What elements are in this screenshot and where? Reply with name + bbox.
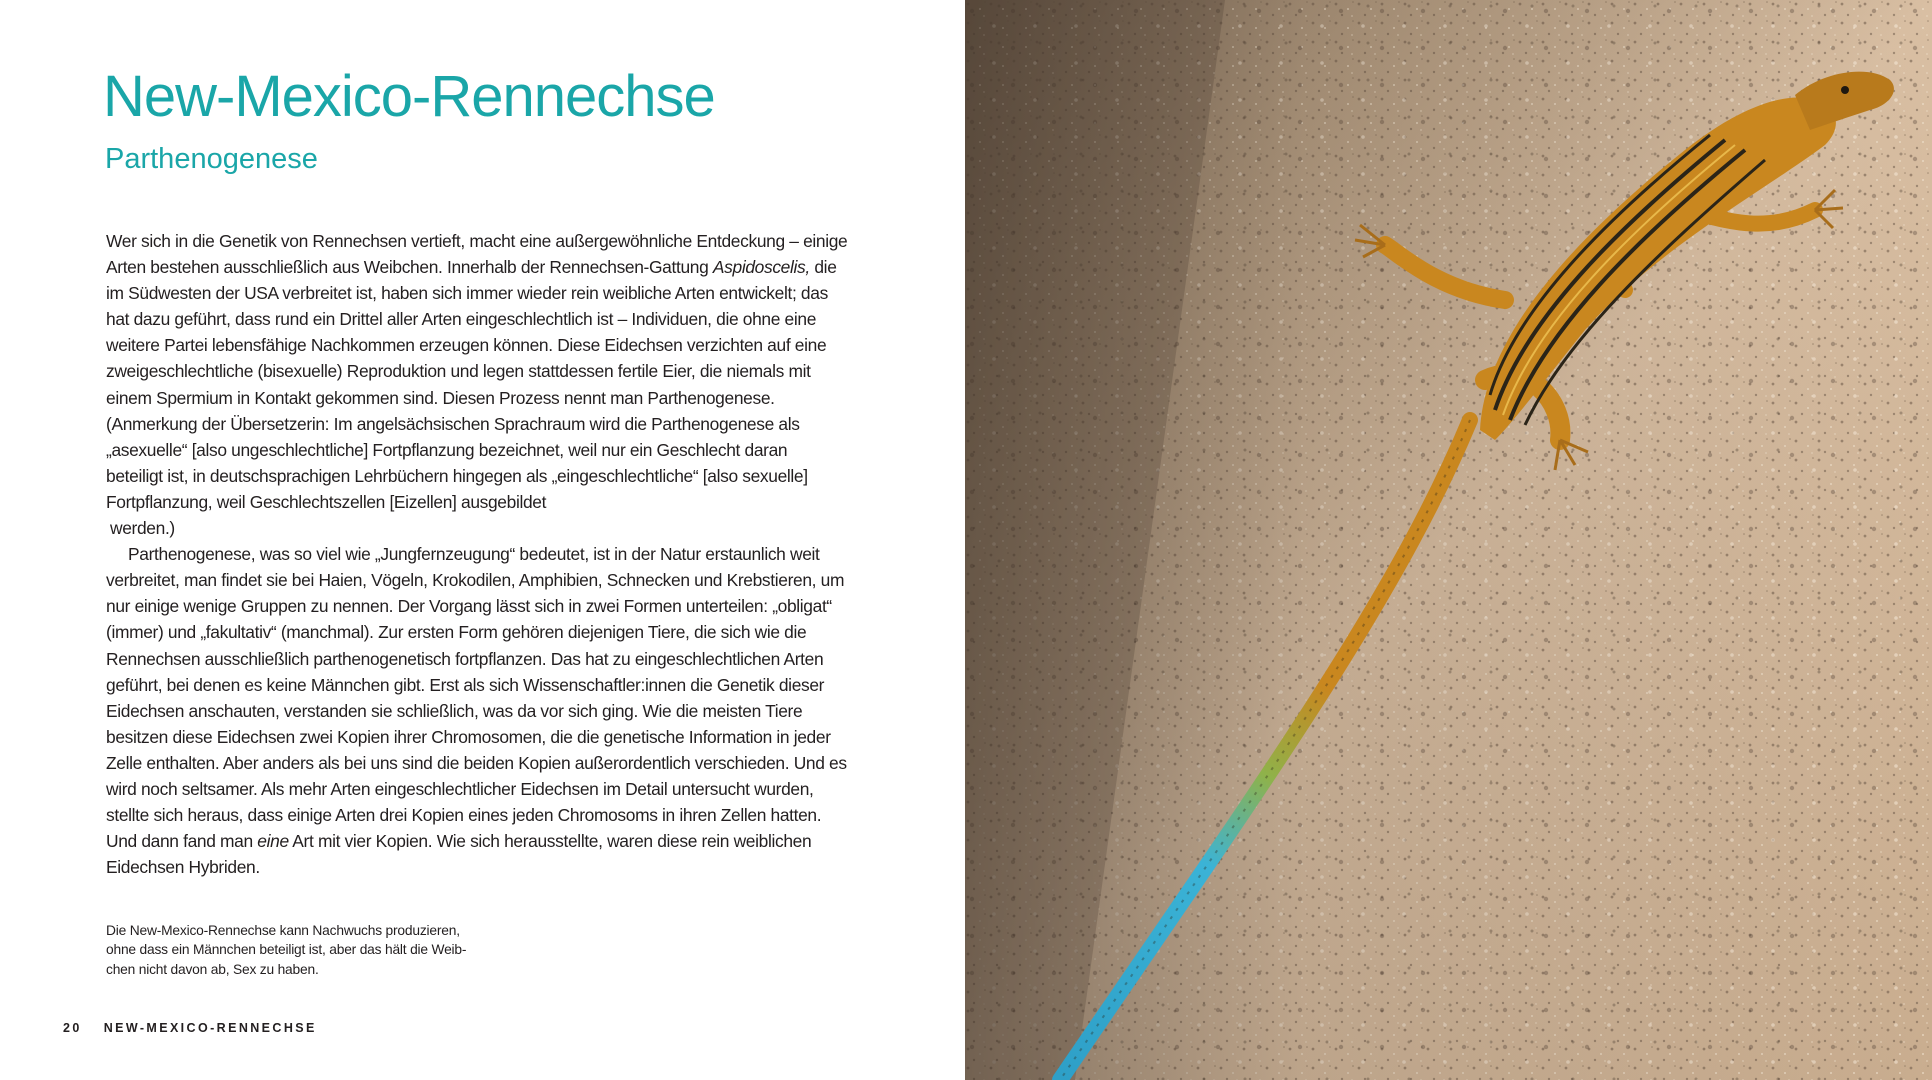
page-subtitle: Parthenogenese [105,143,318,175]
paragraph-1-part-2: die im Südwesten der USA verbreitet ist, haben sich immer wieder rein weibliche Arten entwickelt; das hat dazu geführt, dass rund ein Drittel aller Arten eingeschlechtlich ist – Individuen, die ohne eine weitere Partei lebensfähige Nachkommen erzeugen können. Diese Eidechsen verzichten auf eine zweigeschlechtliche (bisexuelle) Reproduktion und legen stattdessen fertile Eier, die niemals mit einem Spermium in Kontakt gekommen sind. Diesen Prozess nennt man Parthenogenese. (Anmerkung der Übersetzerin: Im angelsächsischen Sprachraum wird die Parthenogenese als „asexuelle“ [also ungeschlechtliche] Fortpflanzung bezeichnet, weil nur ein Geschlecht daran beteiligt ist, in deutschsprachigen Lehrbüchern hingegen als „eingeschlechtliche“ [also sexuelle] Fortpflanzung, weil Geschlechtszellen [Eizellen] ausgebildet [106,257,837,512]
emphasis-word: eine [257,831,289,852]
paragraph-2-part-1: Parthenogenese, was so viel wie „Jungfernzeugung“ bedeutet, ist in der Natur erstaunlich weit verbreitet, man findet sie bei Haien, Vögeln, Krokodilen, Amphibien, Schnecken und Krebstieren, um nur einige wenige Gruppen zu nennen. Der Vorgang lässt sich in zwei Formen unterteilen: „obligat“ (immer) und „fakultativ“ (manchmal). Zur ersten Form gehören diejenigen Tiere, die sich wie die Rennechsen ausschließlich parthenogenetisch fortpflanzen. Das hat zu eingeschlechtlichen Arten geführt, bei denen es keine Männchen gibt. Erst als sich Wissenschaftler:innen die Genetik dieser Eidechsen anschauten, verstanden sie schließlich, was da vor sich ging. Wie die meisten Tiere besitzen diese Eidechsen zwei Kopien ihrer Chromosomen, die die genetische Information in jeder Zelle enthalten. Aber anders als bei uns sind die beiden Kopien außerordentlich verschieden. Und es wird noch seltsamer. Als mehr Arten eingeschlechtlicher Eidechsen im Detail untersucht wurden, stellte sich heraus, dass einige Arten drei Kopien eines jeden Chromosoms in ihren Zellen hatten. Und dann fand man [106,544,847,852]
paragraph-2-part-2: Art mit vier Kopien. Wie sich herausstellte, waren diese rein weiblichen Eidechsen Hybriden. [106,831,812,878]
paragraph-1-part-3: werden.) [110,518,175,539]
photo-caption [106,921,526,979]
lizard-photo [965,0,1932,1080]
paragraph-1 [106,228,848,541]
genus-name: Aspidoscelis, [712,257,810,278]
caption-line-1: Die New-Mexico-Rennechse kann Nachwuchs produzieren, [106,923,460,938]
paragraph-1-part-1: Wer sich in die Genetik von Rennechsen vertieft, macht eine außergewöhnliche Entdeckung – einige Arten bestehen ausschließlich aus Weibchen. Innerhalb der Rennechsen-Gattung [106,231,848,278]
page-footer [63,1021,317,1035]
right-page [965,0,1932,1080]
page-number: 20 [63,1021,82,1035]
running-head: NEW-MEXICO-RENNECHSE [103,1021,317,1035]
page-title: New-Mexico-Rennechse [103,64,715,129]
body-text [106,228,848,880]
caption-line-2: ohne dass ein Männchen beteiligt ist, aber das hält die Weib- [106,942,467,958]
left-page [0,0,965,1080]
paragraph-2 [106,541,848,880]
caption-line-3: chen nicht davon ab, Sex zu haben. [106,961,319,977]
